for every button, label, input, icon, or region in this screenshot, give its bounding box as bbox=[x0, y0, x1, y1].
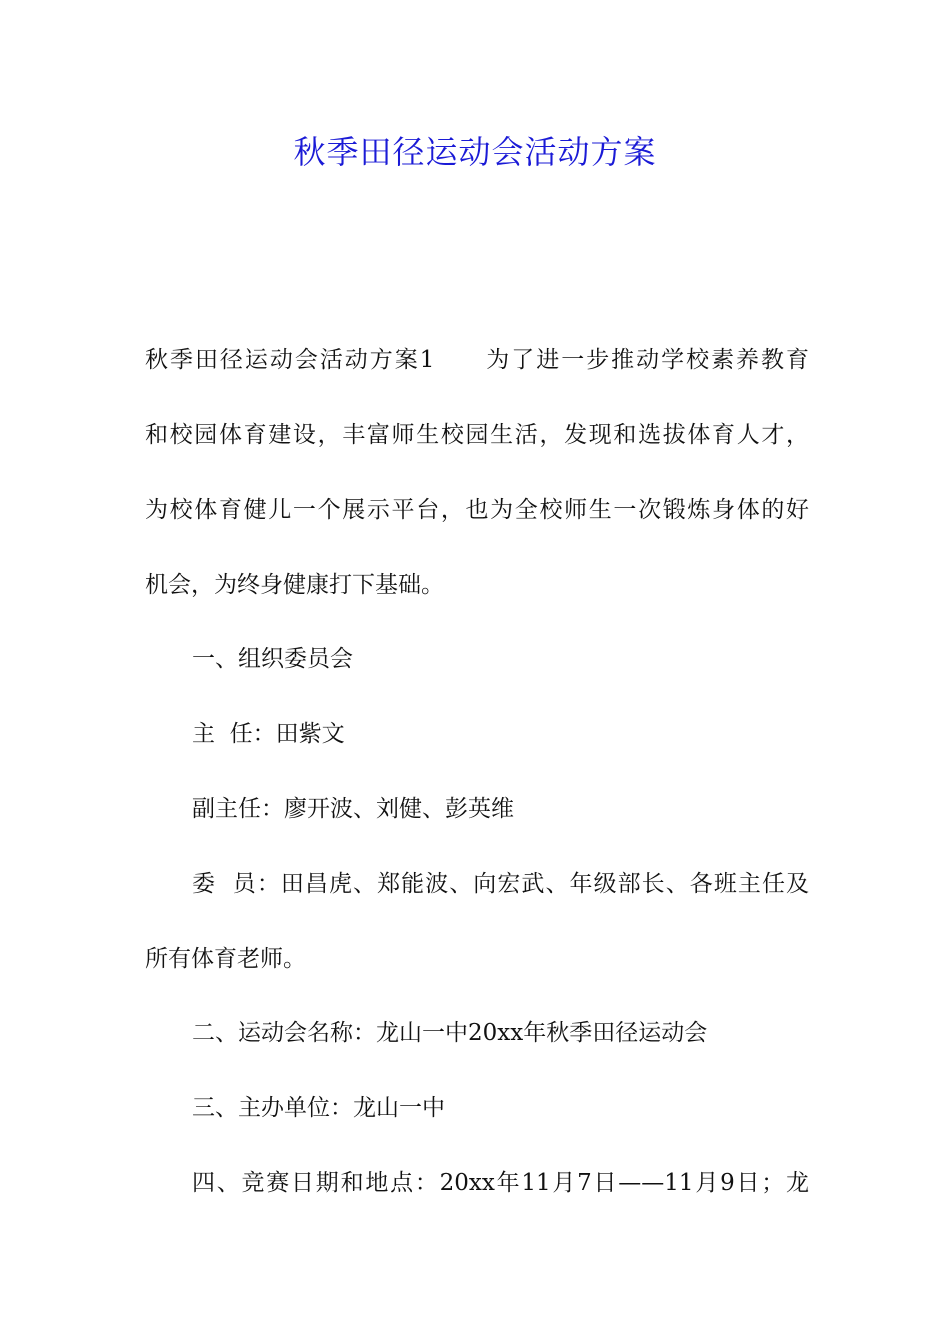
paragraph-line: 秋季田径运动会活动方案1 为了进一步推动学校素养教育 bbox=[145, 347, 809, 373]
paragraph-line: 和校园体育建设，丰富师生校园生活，发现和选拔体育人才， bbox=[145, 422, 809, 448]
event-date-location: 四、竞赛日期和地点：20xx年11月7日——11月9日；龙 bbox=[192, 1170, 809, 1196]
paragraph-line: 机会，为终身健康打下基础。 bbox=[145, 572, 444, 598]
committee-deputy-directors: 副主任：廖开波、刘健、彭英维 bbox=[192, 796, 514, 822]
event-name: 二、运动会名称：龙山一中20xx年秋季田径运动会 bbox=[192, 1020, 708, 1046]
document-title: 秋季田径运动会活动方案 bbox=[293, 133, 657, 171]
paragraph-line: 所有体育老师。 bbox=[145, 946, 306, 972]
committee-members: 委 员：田昌虎、郑能波、向宏武、年级部长、各班主任及 bbox=[192, 871, 809, 897]
paragraph-line: 为校体育健儿一个展示平台，也为全校师生一次锻炼身体的好 bbox=[145, 497, 809, 523]
section-heading: 一、组织委员会 bbox=[192, 646, 353, 672]
organizer: 三、主办单位：龙山一中 bbox=[192, 1095, 445, 1121]
committee-director: 主 任：田紫文 bbox=[192, 721, 345, 747]
